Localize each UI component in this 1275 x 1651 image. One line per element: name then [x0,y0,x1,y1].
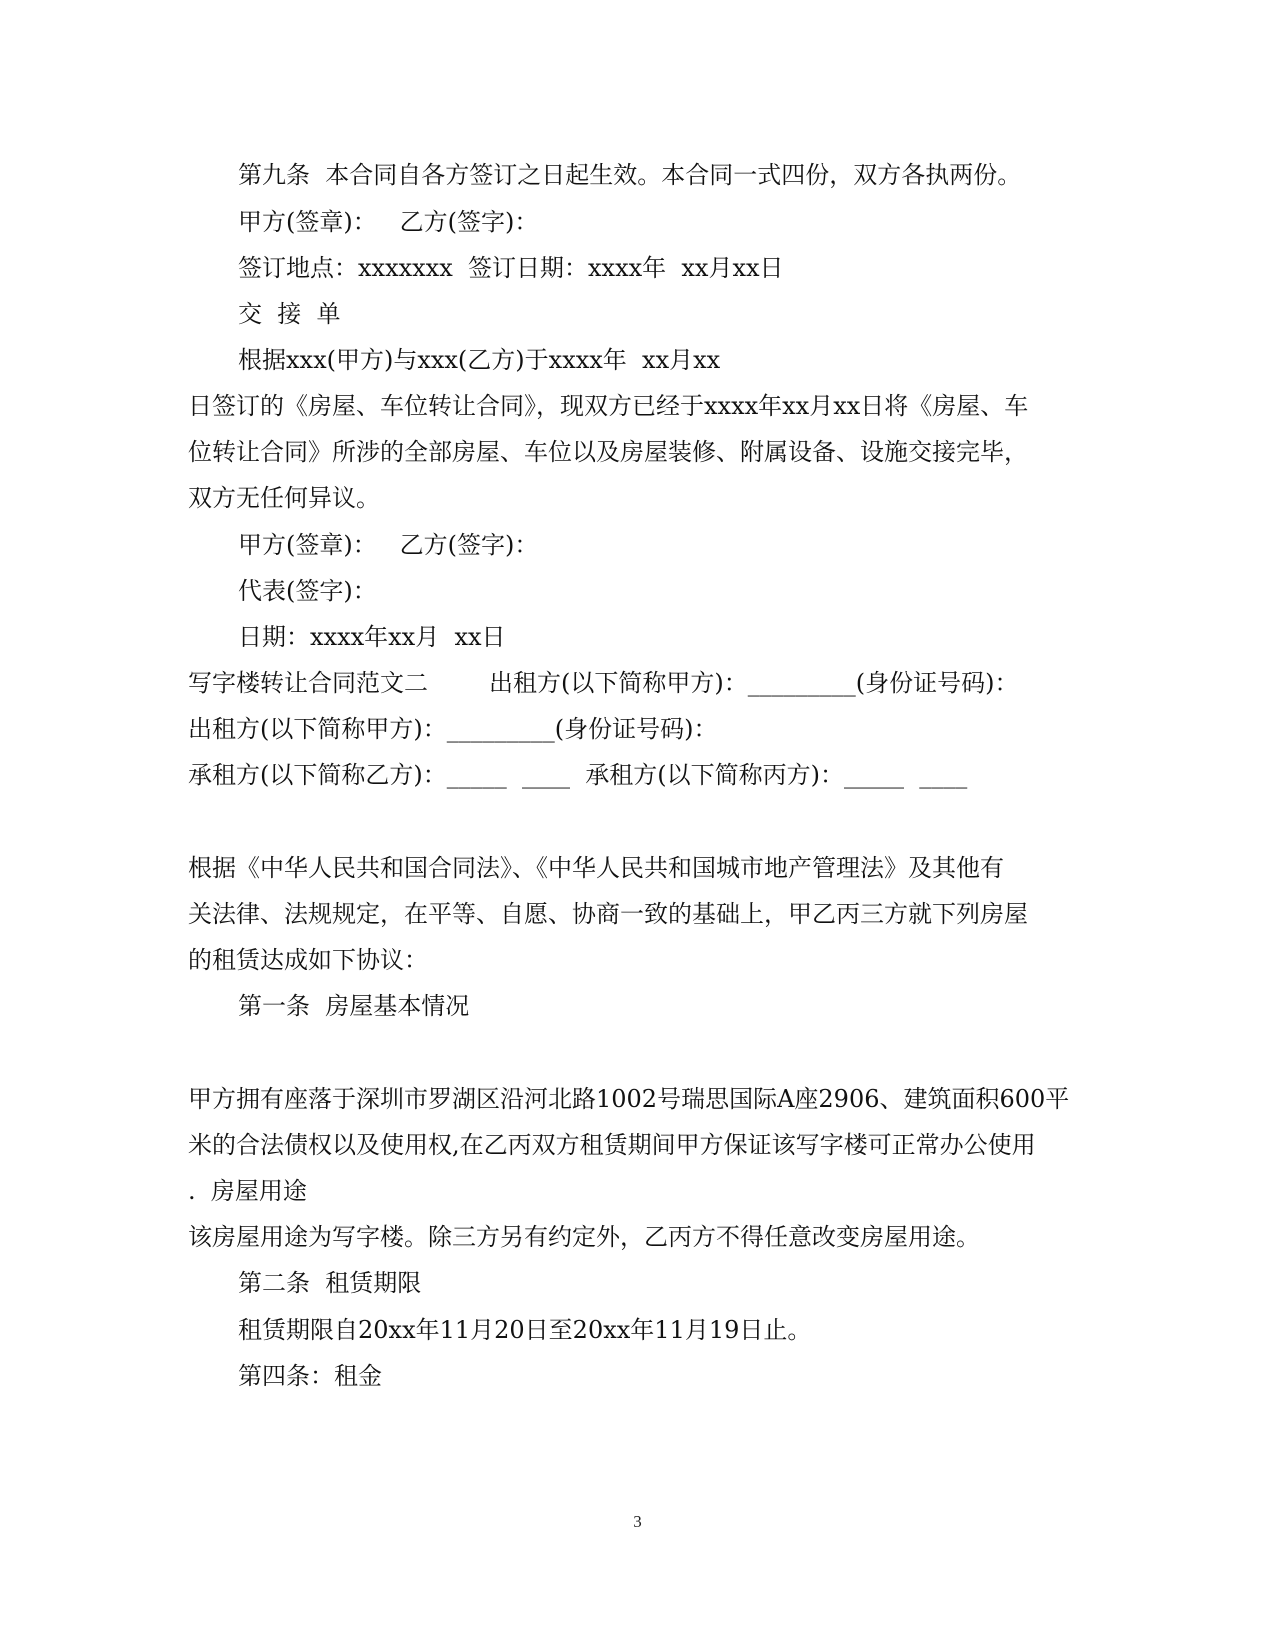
usage-heading: . 房屋用途 [188,1177,307,1205]
lessee-line: 承租方(以下简称乙方)：_____ ____ 承租方(以下简称丙方)：_____ ____ [188,761,968,789]
sample-two-heading: 写字楼转让合同范文二 出租方(以下简称甲方)：_________(身份证号码)： [188,669,1019,697]
page-number: 3 [633,1512,642,1531]
signature-line-2: 甲方(签章)： 乙方(签字)： [238,531,539,559]
handover-title: 交 接 单 [238,300,341,328]
handover-paragraph-line-4: 双方无任何异议。 [188,484,380,512]
article-2-heading: 第二条 租赁期限 [238,1269,422,1297]
lease-term-line: 租赁期限自20xx年11月20日至20xx年11月19日止。 [238,1316,812,1344]
basis-paragraph-line-2: 关法律、法规规定，在平等、自愿、协商一致的基础上，甲乙丙三方就下列房屋 [188,900,1028,928]
property-paragraph-line-2: 米的合法债权以及使用权,在乙丙双方租赁期间甲方保证该写字楼可正常办公使用 [188,1131,1036,1159]
handover-paragraph-line-2: 日签订的《房屋、车位转让合同》，现双方已经于xxxx年xx月xx日将《房屋、车 [188,392,1029,420]
representative-line: 代表(签字)： [238,577,377,605]
property-paragraph-line-1: 甲方拥有座落于深圳市罗湖区沿河北路1002号瑞思国际A座2906、建筑面积600平 [188,1085,1070,1113]
handover-paragraph-line-3: 位转让合同》所涉的全部房屋、车位以及房屋装修、附属设备、设施交接完毕， [188,438,1028,466]
handover-paragraph-line-1: 根据xxx(甲方)与xxx(乙方)于xxxx年 xx月xx [238,346,721,374]
article-4-heading: 第四条：租金 [238,1362,382,1390]
basis-paragraph-line-1: 根据《中华人民共和国合同法》、《中华人民共和国城市地产管理法》及其他有 [188,854,1004,882]
article-9-line: 第九条 本合同自各方签订之日起生效。本合同一式四份，双方各执两份。 [238,161,1022,189]
basis-paragraph-line-3: 的租赁达成如下协议： [188,946,428,974]
signing-place-date: 签订地点：xxxxxxx 签订日期：xxxx年 xx月xx日 [238,254,784,282]
date-line: 日期：xxxx年xx月 xx日 [238,623,506,651]
usage-paragraph: 该房屋用途为写字楼。除三方另有约定外，乙丙方不得任意改变房屋用途。 [188,1223,980,1251]
article-1-heading: 第一条 房屋基本情况 [238,992,470,1020]
lessor-line: 出租方(以下简称甲方)：_________(身份证号码)： [188,715,718,743]
signature-line-1: 甲方(签章)： 乙方(签字)： [238,208,539,236]
